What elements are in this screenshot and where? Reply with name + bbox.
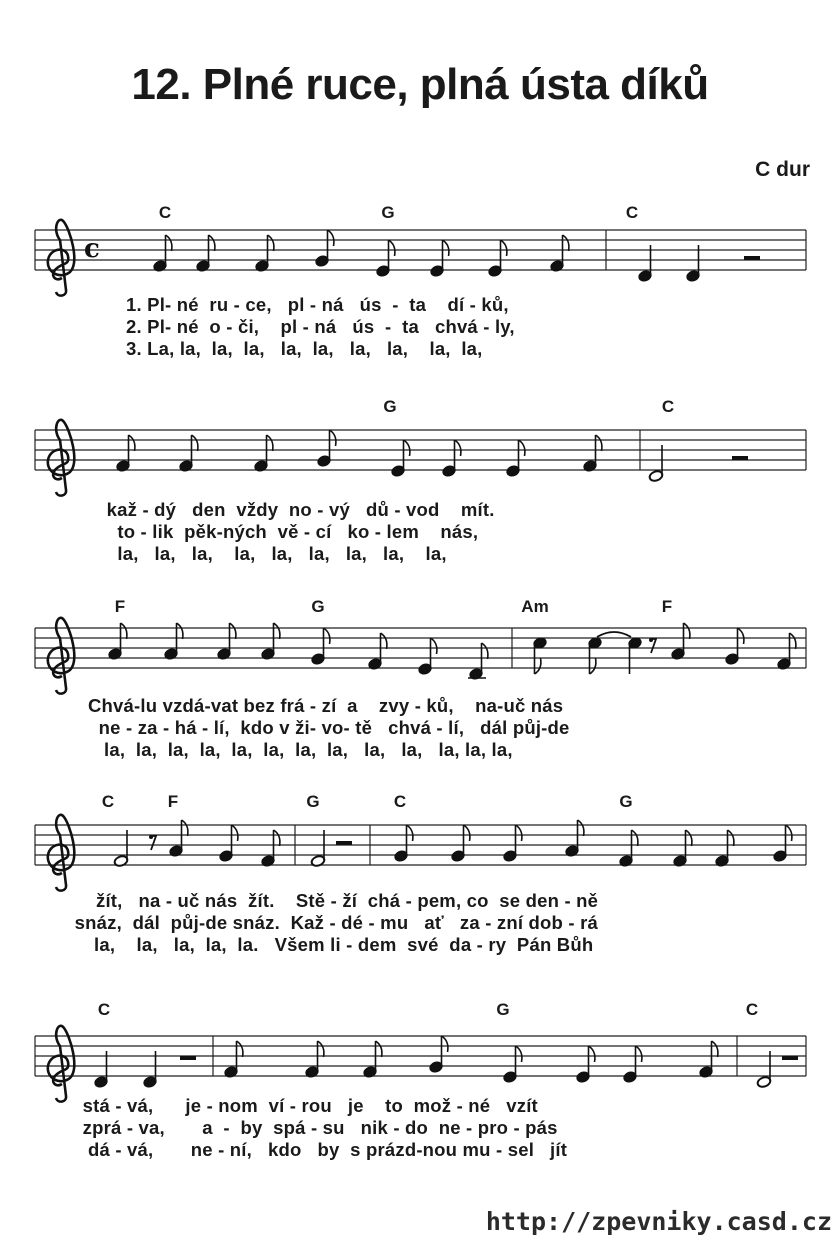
page-title: 12. Plné ruce, plná ústa díků: [131, 60, 709, 109]
lyric-line: žít, na - uč nás žít. Stě - ží chá - pem, co se den - ně: [80, 890, 599, 911]
treble-clef-icon: [48, 220, 74, 296]
lyric-line: zprá - va, a - by spá - su nik - do ne - pro - pás: [72, 1117, 558, 1138]
chord-symbol: G: [383, 397, 397, 416]
source-url: http://zpevniky.casd.cz: [485, 1207, 832, 1236]
treble-clef-icon: [48, 420, 74, 496]
chord-symbol: Am: [521, 597, 549, 616]
chord-symbol: C: [661, 397, 675, 416]
lyric-line: Chvá-lu vzdá-vat bez frá - zí a zvy - ků, na-uč nás: [88, 695, 564, 716]
music-staff: [0, 792, 840, 902]
music-staff: [0, 395, 840, 505]
chord-symbol: F: [661, 597, 673, 616]
music-system-4: [0, 792, 840, 1032]
lyric-line: stá - vá, je - nom ví - rou je to mož - né vzít: [72, 1095, 538, 1116]
lyric-line: kaž - dý den vždy no - vý dů - vod mít.: [96, 499, 495, 520]
lyric-line: la, la, la, la, la, la, la, la, la, la, la, la, la,: [88, 739, 513, 760]
lyric-line: la, la, la, la, la. Všem li - dem své da - ry Pán Bůh: [78, 934, 594, 955]
chord-symbol: C: [158, 203, 172, 222]
chord-symbol: G: [496, 1000, 510, 1019]
chord-symbol: C: [97, 1000, 111, 1019]
lyric-line: snáz, dál půj-de snáz. Kaž - dé - mu ať za - zní dob - rá: [64, 912, 598, 933]
chord-symbol: F: [114, 597, 126, 616]
chord-symbol: G: [381, 203, 395, 222]
treble-clef-icon: [48, 618, 74, 694]
chord-symbol: C: [625, 203, 639, 222]
lyric-line: 1. Pl- né ru - ce, pl - ná ús - ta dí - ků,: [126, 294, 509, 315]
treble-clef-icon: [48, 815, 74, 891]
lyric-line: 3. La, la, la, la, la, la, la, la, la, la,: [126, 338, 483, 359]
chord-symbol: C: [101, 792, 115, 811]
treble-clef-icon: [48, 1026, 74, 1102]
lyric-line: ne - za - há - lí, kdo v ži- vo- tě chvá - lí, dál půj-de: [88, 717, 570, 738]
chord-symbol: G: [311, 597, 325, 616]
common-time-icon: c: [84, 234, 100, 264]
lyric-line: la, la, la, la, la, la, la, la, la,: [96, 543, 447, 564]
chord-symbol: C: [745, 1000, 759, 1019]
chord-symbol: G: [306, 792, 320, 811]
chord-symbol: G: [619, 792, 633, 811]
lyric-line: 2. Pl- né o - či, pl - ná ús - ta chvá - ly,: [126, 316, 515, 337]
music-staff: [0, 998, 840, 1108]
lyric-line: to - lik pěk-ných vě - cí ko - lem nás,: [96, 521, 479, 542]
lyric-line: dá - vá, ne - ní, kdo by s prázd-nou mu - sel jít: [72, 1139, 568, 1160]
music-staff: [0, 595, 840, 705]
chord-symbol: F: [167, 792, 179, 811]
song-key: C dur: [755, 158, 810, 181]
chord-symbol: C: [393, 792, 407, 811]
music-system-5: [0, 998, 840, 1238]
